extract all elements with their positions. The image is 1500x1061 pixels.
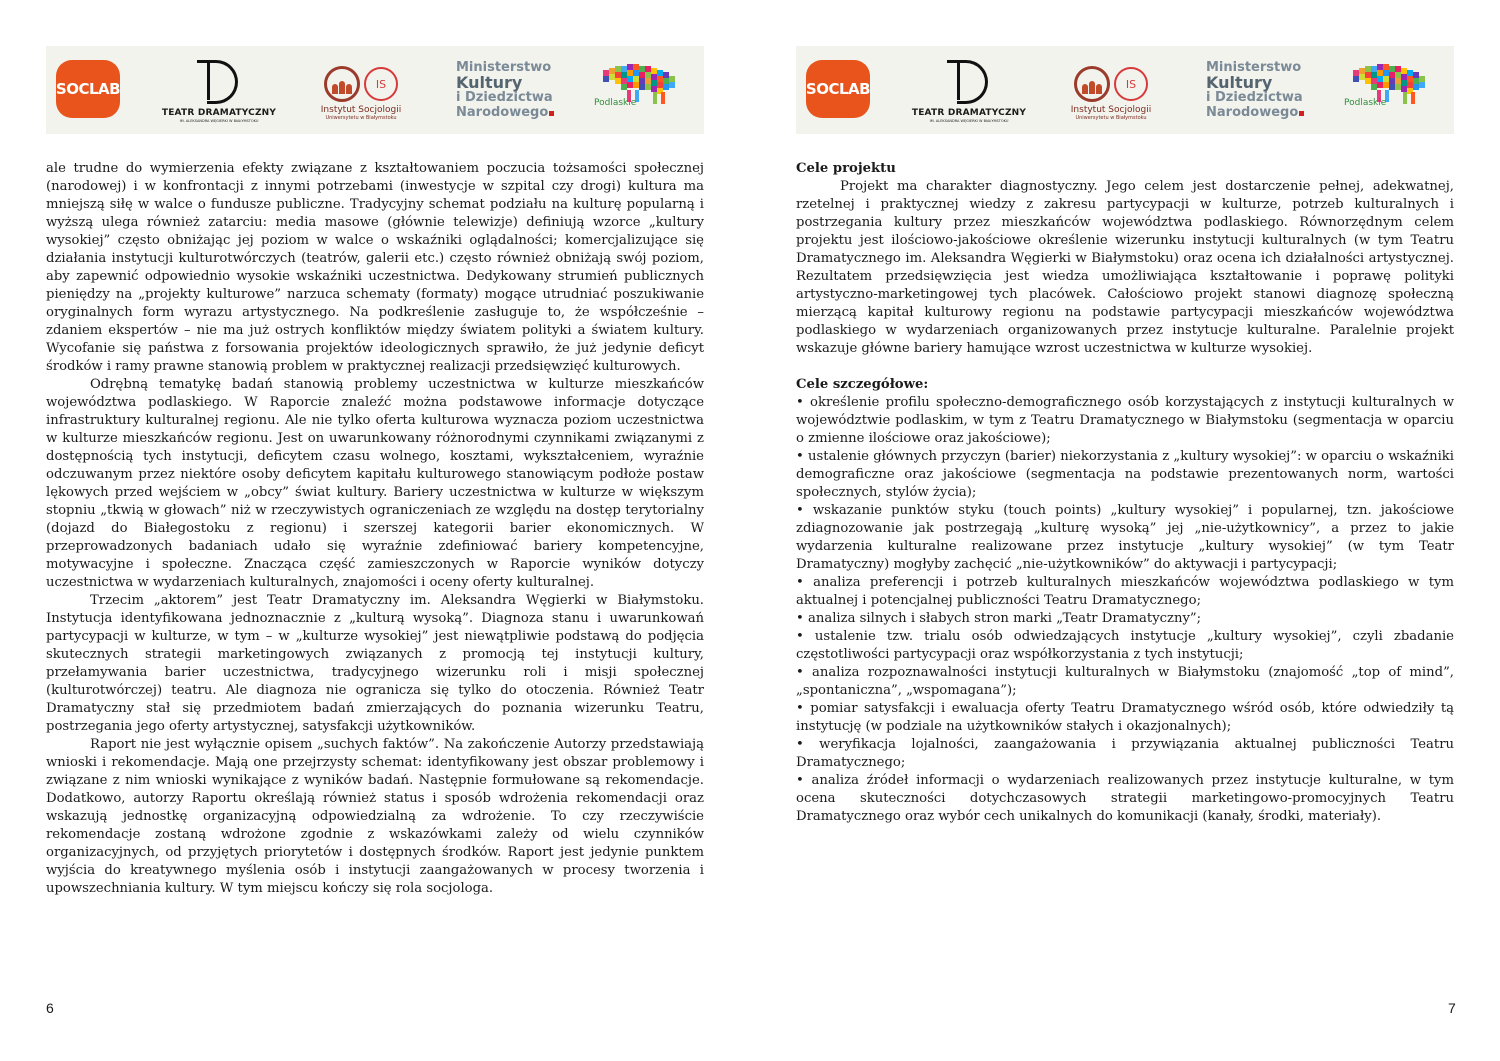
instytut-socjologii-logo: IS Instytut Socjologii Uniwersytetu w Białymstoku <box>316 66 406 121</box>
paragraph: Odrębną tematykę badań stanowią problemy uczestnictwa w kulturze mieszkańców województwa podlaskiego. W Raporcie znaleźć można podstawowe informacje dotyczące infrastruktury kulturalnej regionu. Ale nie tylko oferta kulturowa wyznacza poziom uczestnictwa w kulturze mieszkańców regionu. Jest on uwarunkowany różnorodnymi czynnikami związanymi z dostępnością tych instytucji, deficytem czasu wolnego, kosztami, wykształceniem, wyraźnie odczuwanym przez niektóre osoby deficytem kapitału kulturowego stanowiącym podłoże postaw lękowych przed wejściem w „obcy” świat kultury. Bariery uczestnictwa w kulturze w większym stopniu „tkwią w głowach” niż w rzeczywistych ograniczeniach ze względu na dostęp terytorialny (dojazd do Białegostoku z regionu) i szerszej kategorii barier ekonomicznych. W przeprowadzonych badaniach udało się wyraźnie zdefiniować bariery kompetencyjne, motywacyjne i społeczne. Znacząca część zamieszczonych w Raporcie wyników dotyczy uczestnictwa w wydarzeniach kulturalnych, znajomości i oceny oferty kulturalnej. <box>46 377 704 590</box>
paragraph: Projekt ma charakter diagnostyczny. Jego celem jest dostarczenie pełnej, adekwatnej, rzetelnej i praktycznej wiedzy z zakresu partycypacji w kulturze, potrzeb kulturalnych i postrzegania kultury przez mieszkańców województwa podlaskiego. Równorzędnym celem projektu jest ilościowo-jakościowe określenie wizerunku instytucji kulturalnych (w tym Teatru Dramatycznego im. Aleksandra Węgierki w Białymstoku) oraz ocena ich działalności artystycznej. Rezultatem przedsięwzięcia jest wiedza umożliwiająca kształtowanie i poprawę polityki artystyczno-marketingowej tych placówek. Całościowo projekt stanowi diagnozę społeczną mierzącą kapitał kulturowy regionu na podstawie partycypacji mieszkańców województwa podlaskiego w wydarzeniach organizowanych przez instytucje kulturalne. Paralelnie projekt wskazuje główne bariery hamujące wzrost uczestnictwa w kulturze wysokiej. <box>796 179 1454 356</box>
instytut-socjologii-logo: IS Instytut Socjologii Uniwersytetu w Białymstoku <box>1066 66 1156 121</box>
podlaskie-logo: Podlaskie <box>1344 62 1434 108</box>
bullet-item: • wskazanie punktów styku (touch points) „kultury wysokiej” i popularnej, tzn. jakościowe zdiagnozowanie jak postrzegają „kulturę wysoką” jej „nie-użytkownicy”, a przez to jakie wydarzenia kulturalne realizowane przez instytucje „kultury wysokiej” (w tym Teatr Dramatyczny) mogłyby zachęcić „nie-użytkowników” do aktywacji i partycypacji; <box>796 503 1454 572</box>
people-icon <box>324 66 360 102</box>
soclab-logo: SOCLAB <box>56 60 120 118</box>
ministerstwo-logo: Ministerstwo Kultury i Dziedzictwa Narodowego <box>456 60 553 120</box>
td-mark-icon <box>197 58 241 102</box>
bullet-item: • ustalenie głównych przyczyn (barier) niekorzystania z „kultury wysokiej”: w oparciu o wskaźniki demograficzne oraz jakościowe (segmentacja na podstawie prezentowanych norm, wartości społecznych, stylów życia); <box>796 449 1454 500</box>
teatr-dramatyczny-logo: TEATR DRAMATYCZNY IM. ALEKSANDRA WĘGIERKI W BIAŁYMSTOKU <box>164 58 274 123</box>
logo-header <box>796 46 1454 134</box>
left-body-text <box>46 160 704 898</box>
section-heading: Cele projektu <box>796 161 896 176</box>
td-mark-icon <box>947 58 991 102</box>
bullet-item: • weryfikacja lojalności, zaangażowania i przywiązania aktualnej publiczności Teatru Dramatycznego; <box>796 737 1454 770</box>
page-number: 7 <box>1448 1000 1456 1016</box>
page-number: 6 <box>46 1000 54 1016</box>
section-heading: Cele szczegółowe: <box>796 377 929 392</box>
bullet-item: • ustalenie tzw. trialu osób odwiedzających instytucje „kultury wysokiej”, czyli zbadanie częstotliwości partycypacji oraz współkorzystania z tych instytucji; <box>796 629 1454 662</box>
paragraph: ale trudne do wymierzenia efekty związane z kształtowaniem poczucia tożsamości społecznej (narodowej) i w konfrontacji z innymi potrzebami (inwestycje w szpital czy drogi) kultura ma mniejszą siłę w walce o fundusze publiczne. Tradycyjny schemat podziału na kulturę popularną i wyższą ulega również zatarciu: media masowe (głównie telewizje) definiują wzorce „kultury wysokiej” często obniżając jej poziom w walce o wskaźniki oglądalności; komercjalizujące się działania instytucji kulturotwórczych (teatrów, galerii etc.) często również obniżają swój poziom, aby zapewnić odpowiednio wysokie wskaźniki uczestnictwa. Dedykowany strumień publicznych pieniędzy na „projekty kulturowe” narzuca schematy (formaty) mogące utrudniać poszukiwanie oryginalnych form wyrazu artystycznego. Na podkreślenie zasługuje to, że współcześnie – zdaniem ekspertów – nie ma już ostrych konfliktów między światem polityki a światem kultury. Wycofanie się państwa z forsowania projektów ideologicznych sprawiło, że już jedynie deficyt środków i ramy prawne stanowią problem w praktycznej realizacji przedsięwzięć kulturowych. <box>46 161 704 374</box>
bullet-item: • analiza preferencji i potrzeb kulturalnych mieszkańców województwa podlaskiego w tym aktualnej i potencjalnej publiczności Teatru Dramatycznego; <box>796 575 1454 608</box>
bullet-item: • analiza źródeł informacji o wydarzeniach realizowanych przez instytucje kulturalne, w tym ocena skuteczności dotychczasowych strategii marketingowo-promocyjnych Teatru Dramatycznego oraz wybór cech unikalnych do komunikacji (kanały, środki, materiały). <box>796 773 1454 824</box>
bullet-item: • analiza rozpoznawalności instytucji kulturalnych w Białymstoku (znajomość „top of mind”, „spontaniczna”, „wspomagana”); <box>796 665 1454 698</box>
right-page <box>750 0 1500 1061</box>
right-body-text <box>796 160 1454 826</box>
paragraph: Trzecim „aktorem” jest Teatr Dramatyczny im. Aleksandra Węgierki w Białymstoku. Instytucja identyfikowana jednoznacznie z „kulturą wysoką”. Diagnoza stanu i uwarunkowań partycypacji w kulturze, w tym – w „kulturze wysokiej” jest niewątpliwie podstawą do podjęcia skutecznych strategii marketingowych związanych z promocją tej instytucji kultury, przełamywania barier uczestnictwa, tradycyjnego wizerunku roli i misji społecznej (kulturotwórczej) teatru. Ale diagnoza nie ogranicza się tylko do otoczenia. Również Teatr Dramatyczny stał się przedmiotem badań zmierzających do poznania wizerunku Teatru, postrzegania jego oferty artystycznej, satysfakcji użytkowników. <box>46 593 704 734</box>
teatr-dramatyczny-logo: TEATR DRAMATYCZNY IM. ALEKSANDRA WĘGIERKI W BIAŁYMSTOKU <box>914 58 1024 123</box>
podlaskie-logo: Podlaskie <box>594 62 684 108</box>
paragraph: Raport nie jest wyłącznie opisem „suchych faktów”. Na zakończenie Autorzy przedstawiają wnioski i rekomendacje. Mają one przejrzysty schemat: identyfikowany jest obszar problemowy i związane z nim wnioski wynikające z wyników badań. Następnie formułowane są rekomendacje. Dodatkowo, autorzy Raportu określają również status i sposób wdrożenia rekomendacji oraz wskazują jednostkę organizacyjną odpowiedzialną za wdrożenie. To czy rzeczywiście rekomendacje zostaną wdrożone zgodnie z wskazówkami zależy od wielu czynników organizacyjnych, od przyjętych priorytetów i dostępnych środków. Raport jest jedynie punktem wyjścia do kreatywnego myślenia osób i instytucji zaangażowanych w procesy tworzenia i upowszechniania kultury. W tym miejscu kończy się rola socjologa. <box>46 737 704 896</box>
logo-header <box>46 46 704 134</box>
bullet-item: • analiza silnych i słabych stron marki „Teatr Dramatyczny”; <box>796 611 1202 626</box>
ministerstwo-logo: Ministerstwo Kultury i Dziedzictwa Narodowego <box>1206 60 1303 120</box>
soclab-logo: SOCLAB <box>806 60 870 118</box>
bullet-item: • określenie profilu społeczno-demograficznego osób korzystających z instytucji kulturalnych w województwie podlaskim, w tym z Teatru Dramatycznego w Białymstoku (segmentacja w oparciu o zmienne ilościowe oraz jakościowe); <box>796 395 1454 446</box>
people-icon <box>1074 66 1110 102</box>
bullet-item: • pomiar satysfakcji i ewaluacja oferty Teatru Dramatycznego wśród osób, które odwiedziły tą instytucję (w podziale na użytkowników stałych i okazjonalnych); <box>796 701 1454 734</box>
